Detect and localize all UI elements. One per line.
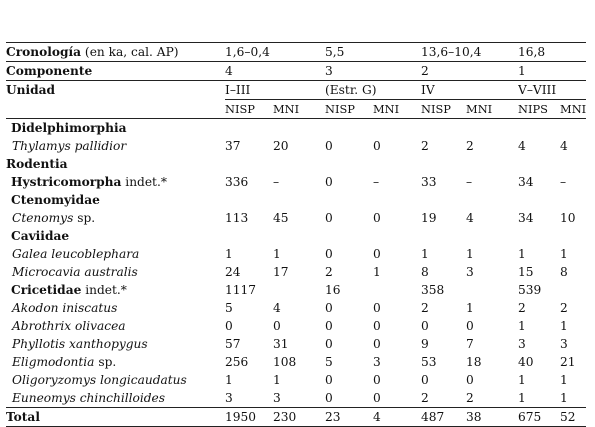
table-row bbox=[6, 371, 586, 389]
taxon-name: Euneomys chinchilloides bbox=[12, 391, 166, 405]
table-row bbox=[6, 227, 586, 245]
taxon-name: Total bbox=[6, 408, 225, 427]
cell-value: 3 bbox=[225, 391, 233, 405]
cell-value: 2 bbox=[466, 391, 474, 405]
cell-value: 57 bbox=[225, 337, 241, 351]
componente-c3: 2 bbox=[421, 62, 518, 81]
cell-value: 0 bbox=[225, 319, 233, 333]
table-row bbox=[6, 335, 586, 353]
cell-value: 1 bbox=[225, 373, 233, 387]
cell-value: 1 bbox=[273, 247, 281, 261]
cell-value: 108 bbox=[273, 355, 297, 369]
cell-value: 675 bbox=[518, 408, 560, 427]
cell-value: 0 bbox=[421, 319, 429, 333]
cell-value: 358 bbox=[421, 283, 445, 297]
cell-value: 2 bbox=[421, 391, 429, 405]
cell-value: 3 bbox=[273, 391, 281, 405]
taxon-name: Oligoryzomys longicaudatus bbox=[12, 373, 187, 387]
cell-value: 4 bbox=[560, 139, 568, 153]
unidad-c4: V–VIII bbox=[518, 81, 586, 100]
cell-value: 1 bbox=[466, 301, 474, 315]
cell-value: 18 bbox=[466, 355, 482, 369]
cronologia-c2: 5,5 bbox=[325, 43, 421, 62]
cell-value: 0 bbox=[373, 301, 381, 315]
cell-value: 53 bbox=[421, 355, 437, 369]
cell-value: 15 bbox=[518, 265, 534, 279]
cell-value: 4 bbox=[466, 211, 474, 225]
cell-value: 113 bbox=[225, 211, 249, 225]
row-unidad bbox=[6, 81, 586, 100]
subcol-mni: MNI bbox=[560, 100, 586, 119]
table-row bbox=[6, 408, 586, 427]
cell-value: 336 bbox=[225, 175, 249, 189]
table-row bbox=[6, 137, 586, 155]
cell-value: 2 bbox=[421, 301, 429, 315]
cell-value: 1 bbox=[421, 247, 429, 261]
cell-value: 3 bbox=[373, 355, 381, 369]
taxon-name: Cricetidae indet.* bbox=[11, 283, 127, 297]
cell-value: 10 bbox=[560, 211, 576, 225]
cell-value: 0 bbox=[373, 391, 381, 405]
cell-value: 9 bbox=[421, 337, 429, 351]
cell-value: 0 bbox=[325, 319, 333, 333]
table-row bbox=[6, 317, 586, 335]
taxon-name: Caviidae bbox=[11, 229, 70, 243]
cell-value: 8 bbox=[421, 265, 429, 279]
cell-value: 1 bbox=[225, 247, 233, 261]
cell-value: 1 bbox=[518, 373, 526, 387]
subcol-nisp: NISP bbox=[421, 100, 466, 119]
cell-value: – bbox=[273, 175, 280, 189]
cell-value: 52 bbox=[560, 408, 586, 427]
cronologia-c4: 16,8 bbox=[518, 43, 586, 62]
table-row bbox=[6, 245, 586, 263]
cronologia-c1: 1,6–0,4 bbox=[225, 43, 325, 62]
taxon-name: Hystricomorpha indet.* bbox=[11, 175, 167, 189]
taxon-name: Thylamys pallidior bbox=[12, 139, 127, 153]
cell-value: 1 bbox=[560, 391, 568, 405]
cell-value: 45 bbox=[273, 211, 289, 225]
cell-value: 1 bbox=[560, 247, 568, 261]
cell-value: 0 bbox=[373, 319, 381, 333]
componente-label: Componente bbox=[6, 62, 225, 81]
cell-value: 19 bbox=[421, 211, 437, 225]
subcol-nisp: NISP bbox=[325, 100, 373, 119]
subcol-nisp: NISP bbox=[225, 100, 273, 119]
cell-value: 34 bbox=[518, 211, 534, 225]
taxon-name: Eligmodontia sp. bbox=[12, 355, 117, 369]
cell-value: 33 bbox=[421, 175, 437, 189]
cell-value: 2 bbox=[421, 139, 429, 153]
cell-value: 21 bbox=[560, 355, 576, 369]
cell-value: 0 bbox=[325, 391, 333, 405]
unidad-c3: IV bbox=[421, 81, 518, 100]
cell-value: 1117 bbox=[225, 283, 257, 297]
cell-value: 539 bbox=[518, 283, 542, 297]
taxon-name: Ctenomys sp. bbox=[12, 211, 96, 225]
cell-value: 1 bbox=[273, 373, 281, 387]
cell-value: 1 bbox=[373, 265, 381, 279]
cell-value: 487 bbox=[421, 408, 466, 427]
table-row bbox=[6, 173, 586, 191]
unidad-label: Unidad bbox=[6, 83, 56, 98]
subcol-nips: NIPS bbox=[518, 100, 560, 119]
cell-value: 4 bbox=[273, 301, 281, 315]
cell-value: 0 bbox=[373, 373, 381, 387]
taxon-name: Microcavia australis bbox=[12, 265, 138, 279]
cell-value: 256 bbox=[225, 355, 249, 369]
cell-value: 2 bbox=[325, 265, 333, 279]
taxon-name: Ctenomyidae bbox=[11, 193, 100, 207]
cronologia-c3: 13,6–10,4 bbox=[421, 43, 518, 62]
cell-value: 2 bbox=[466, 139, 474, 153]
cell-value: – bbox=[466, 175, 473, 189]
cell-value: 24 bbox=[225, 265, 241, 279]
componente-c1: 4 bbox=[225, 62, 325, 81]
table-row bbox=[6, 155, 586, 173]
cell-value: 16 bbox=[325, 283, 341, 297]
taxon-name: Rodentia bbox=[6, 157, 68, 171]
table-row bbox=[6, 353, 586, 371]
cell-value: 0 bbox=[325, 211, 333, 225]
cell-value: – bbox=[560, 175, 567, 189]
cell-value: 5 bbox=[325, 355, 333, 369]
cell-value: 1 bbox=[518, 319, 526, 333]
table-row bbox=[6, 209, 586, 227]
cell-value: 17 bbox=[273, 265, 289, 279]
row-subheaders bbox=[6, 100, 586, 119]
cell-value: 3 bbox=[466, 265, 474, 279]
cell-value: 0 bbox=[325, 139, 333, 153]
cell-value: 8 bbox=[560, 265, 568, 279]
cell-value: 1 bbox=[560, 373, 568, 387]
cell-value: 0 bbox=[273, 319, 281, 333]
faunal-table bbox=[6, 42, 586, 427]
cell-value: 38 bbox=[466, 408, 518, 427]
cell-value: 0 bbox=[325, 373, 333, 387]
cell-value: 230 bbox=[273, 408, 325, 427]
table-row bbox=[6, 263, 586, 281]
cell-value: 1 bbox=[518, 247, 526, 261]
table-row bbox=[6, 281, 586, 299]
cell-value: 4 bbox=[518, 139, 526, 153]
taxon-name: Akodon iniscatus bbox=[12, 301, 118, 315]
cell-value: 0 bbox=[466, 373, 474, 387]
cell-value: 0 bbox=[325, 337, 333, 351]
cell-value: 1 bbox=[466, 247, 474, 261]
cell-value: 4 bbox=[373, 408, 421, 427]
cronologia-label: Cronología (en ka, cal. AP) bbox=[6, 43, 225, 62]
cell-value: 0 bbox=[325, 175, 333, 189]
taxon-name: Abrothrix olivacea bbox=[12, 319, 126, 333]
cell-value: 5 bbox=[225, 301, 233, 315]
subcol-mni: MNI bbox=[273, 100, 325, 119]
cell-value: 23 bbox=[325, 408, 373, 427]
row-cronologia bbox=[6, 43, 586, 62]
taxon-name: Galea leucoblephara bbox=[12, 247, 140, 261]
cell-value: 1950 bbox=[225, 408, 273, 427]
cell-value: 31 bbox=[273, 337, 289, 351]
cell-value: 0 bbox=[373, 211, 381, 225]
cell-value: 0 bbox=[421, 373, 429, 387]
unidad-c2: (Estr. G) bbox=[325, 81, 421, 100]
cell-value: 2 bbox=[560, 301, 568, 315]
cell-value: 0 bbox=[325, 301, 333, 315]
cell-value: 0 bbox=[325, 247, 333, 261]
componente-c4: 1 bbox=[518, 62, 586, 81]
unidad-c1: I–III bbox=[225, 81, 325, 100]
cell-value: 37 bbox=[225, 139, 241, 153]
taxon-name: Didelphimorphia bbox=[11, 121, 127, 135]
cell-value: 20 bbox=[273, 139, 289, 153]
cell-value: 3 bbox=[560, 337, 568, 351]
row-componente bbox=[6, 62, 586, 81]
cell-value: 1 bbox=[560, 319, 568, 333]
taxon-name: Phyllotis xanthopygus bbox=[12, 337, 148, 351]
cell-value: 7 bbox=[466, 337, 474, 351]
cell-value: 0 bbox=[373, 139, 381, 153]
cell-value: 1 bbox=[518, 391, 526, 405]
cell-value: 3 bbox=[518, 337, 526, 351]
subcol-mni: MNI bbox=[373, 100, 421, 119]
table-row bbox=[6, 389, 586, 408]
cell-value: 0 bbox=[373, 337, 381, 351]
table-row bbox=[6, 191, 586, 209]
table-row bbox=[6, 119, 586, 138]
subcol-mni: MNI bbox=[466, 100, 518, 119]
cell-value: 0 bbox=[466, 319, 474, 333]
cell-value: 0 bbox=[373, 247, 381, 261]
cell-value: 40 bbox=[518, 355, 534, 369]
cell-value: 34 bbox=[518, 175, 534, 189]
cell-value: – bbox=[373, 175, 380, 189]
table-row bbox=[6, 299, 586, 317]
cell-value: 2 bbox=[518, 301, 526, 315]
componente-c2: 3 bbox=[325, 62, 421, 81]
